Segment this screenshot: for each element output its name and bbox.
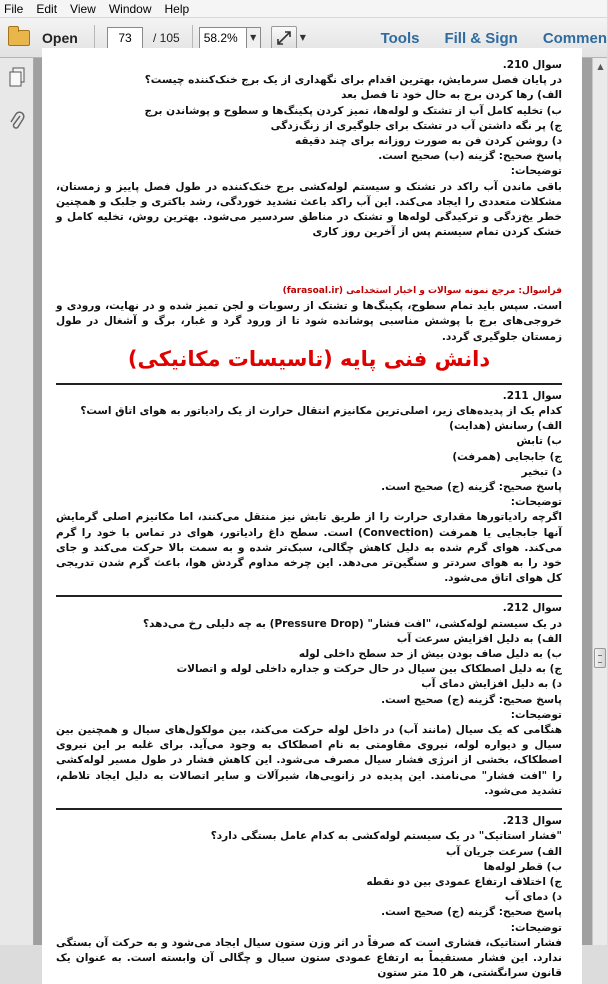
page-total: / 105	[153, 30, 180, 45]
menu-edit[interactable]: Edit	[36, 1, 58, 16]
question-title: سوال 212.	[502, 602, 562, 615]
option: الف) به دلیل افزایش سرعت آب	[396, 632, 562, 645]
explanation: باقی ماندن آب راکد در تشتک و سیستم لوله‌کشی برج خنک‌کننده در طول فصل پاییز و زمستان، مشکلات متعددی را ایجاد می‌کند. این آب راکد باعث تشدید خوردگی، رشد باکتری و جلبک و همچنین خطر یخ‌زدگی و ترکیدگی لوله‌ها و تشتک در مناطق سردسیر می‌شود. بهترین روش، تخلیه کامل و خشک کردن تمام سیستم پس از آخرین روز کاری	[56, 180, 562, 239]
expand-icon	[276, 30, 292, 46]
option: د) روشن کردن فن به صورت روزانه برای چند دقیقه	[295, 135, 562, 148]
option: الف) رها کردن برج به حال خود تا فصل بعد	[341, 89, 562, 102]
option: د) تبخیر	[521, 465, 562, 478]
explanation: هنگامی که یک سیال (مانند آب) در داخل لوله حرکت می‌کند، بین مولکول‌های سیال و همچنین بین سیال و دیواره لوله، نیروی مقاومتی به نام اصطکاک به وجود می‌آید. برای غلبه بر این نیروی اصطکاک، بخشی از انرژی فشار سیال مصرف می‌شود. این کاهش فشار در طول مسیر لوله‌کشی را "افت فشار" می‌نامند. این پدیده در زانویی‌ها، شیرآلات و سایر اتصالات به دلیل ایجاد تلاطم، تشدید می‌شود.	[56, 724, 562, 797]
attachments-button[interactable]	[6, 110, 28, 132]
fill-sign-button[interactable]: Fill & Sign	[444, 29, 518, 47]
divider	[56, 808, 562, 810]
question-title: سوال 210.	[502, 59, 562, 71]
option: ج) به دلیل اصطکاک بین سیال در حال حرکت و جداره داخلی لوله و اتصالات	[176, 663, 562, 676]
option: ب) تابش	[516, 435, 562, 448]
option: د) به دلیل افزایش دمای آب	[421, 678, 562, 691]
answer: پاسخ صحیح: گزینه (ج) صحیح است.	[381, 906, 562, 919]
divider	[56, 383, 562, 385]
option: ب) به دلیل صاف بودن بیش از حد سطح داخلی لوله	[298, 648, 562, 661]
paperclip-icon	[8, 111, 26, 131]
menu-help[interactable]: Help	[164, 1, 190, 16]
page-thumbnails-button[interactable]	[6, 66, 28, 88]
folder-icon	[8, 30, 30, 46]
answer: پاسخ صحیح: گزینه (ب) صحیح است.	[378, 150, 562, 163]
page-number-input[interactable]: 73	[107, 27, 143, 49]
explanation-label: توضیحات:	[510, 496, 562, 509]
zoom-input[interactable]: 58.2%	[199, 27, 247, 49]
question-text: در یک سیستم لوله‌کشی، "افت فشار" (Pressure Drop) به چه دلیلی رخ می‌دهد؟	[143, 617, 562, 630]
scrollbar-thumb[interactable]	[594, 648, 606, 668]
vertical-scrollbar[interactable]	[592, 58, 607, 945]
menu-bar	[0, 0, 607, 18]
explanation-label: توضیحات:	[510, 921, 562, 934]
toolbar-separator	[94, 25, 95, 51]
site-header: فراسوال: مرجع نمونه سوالات و اخبار استخدامی (farasoal.ir)	[282, 286, 562, 296]
comment-button[interactable]: Commen	[542, 29, 607, 47]
answer: پاسخ صحیح: گزینه (ج) صحیح است.	[381, 693, 562, 706]
option: الف) رسانش (هدایت)	[449, 420, 562, 433]
explanation-label: توضیحات:	[510, 165, 562, 178]
option: ب) تخلیه کامل آب از تشتک و لوله‌ها، تمیز کردن پکینگ‌ها و سطوح و پوشاندن برج	[144, 104, 562, 117]
divider	[56, 595, 562, 597]
open-button[interactable]	[8, 30, 88, 46]
question-title: سوال 213.	[502, 815, 562, 828]
fit-dropdown-icon[interactable]: ▼	[299, 33, 306, 42]
question-text: در پایان فصل سرمایش، بهترین اقدام برای نگهداری از یک برج خنک‌کننده چیست؟	[144, 74, 562, 87]
explanation: فشار استاتیک، فشاری است که صرفاً در اثر وزن ستون سیال ایجاد می‌شود و به حرکت آن بستگی ندارد. این فشار مستقیماً به ارتفاع عمودی ستون سیال و چگالی آن وابسته است. به عنوان یک قانون سرانگشتی، هر 10 متر ستون	[56, 936, 562, 980]
menu-view[interactable]: View	[70, 1, 96, 16]
option: د) دمای آب	[504, 891, 562, 904]
explanation-label: توضیحات:	[510, 708, 562, 721]
navigation-pane	[0, 58, 34, 945]
question-text: کدام یک از پدیده‌های زیر، اصلی‌ترین مکانیزم انتقال حرارت از یک رادیاتور به هوای اتاق است؟	[80, 405, 562, 418]
fit-page-button[interactable]	[271, 26, 297, 50]
tools-button[interactable]: Tools	[380, 29, 420, 47]
section-title: دانش فنی پایه (تاسیسات مکانیکی)	[127, 346, 491, 371]
option: ج) پر نگه داشتن آب در تشتک برای جلوگیری از زنگ‌زدگی	[270, 119, 562, 132]
option: ج) جابجایی (همرفت)	[452, 450, 562, 463]
option: ب) قطر لوله‌ها	[483, 860, 562, 873]
menu-window[interactable]: Window	[108, 1, 152, 16]
option: ج) اختلاف ارتفاع عمودی بین دو نقطه	[366, 875, 562, 888]
pages-icon	[8, 67, 26, 87]
answer: پاسخ صحیح: گزینه (ج) صحیح است.	[381, 481, 562, 494]
open-label: Open	[42, 29, 78, 46]
zoom-dropdown-icon[interactable]: ▼	[247, 27, 261, 49]
explanation: اگرچه رادیاتورها مقداری حرارت را از طریق تابش نیز منتقل می‌کنند، اما مکانیزم اصلی گرمایش آنها جابجایی یا همرفت (Convection) است. سطح داغ رادیاتور، هوای در تماس با خود را گرم می‌کند. هوای گرم شده به دلیل کاهش چگالی، سبک‌تر شده و به سمت بالا حرکت می‌کند و جای خود را به هوای سردتر و سنگین‌تر می‌دهد. این چرخه مداوم گردش هوا، باعث گرم شدن تدریجی کل هوای اتاق می‌شود.	[56, 511, 562, 585]
document-view[interactable]	[34, 58, 592, 980]
toolbar-separator	[192, 25, 193, 51]
explanation-continued: است. سپس باید تمام سطوح، پکینگ‌ها و تشتک از رسوبات و لجن تمیز شده و در نهایت، ورودی و خروجی‌های برج با پوشش مناسبی پوشانده شود تا از ورود گرد و غبار، برگ و آشغال در طول زمستان جلوگیری گردد.	[56, 300, 562, 343]
question-text: "فشار استاتیک" در یک سیستم لوله‌کشی به کدام عامل بستگی دارد؟	[210, 830, 562, 843]
option: الف) سرعت جریان آب	[445, 845, 562, 858]
pdf-page-73	[42, 284, 582, 984]
menu-file[interactable]: File	[4, 1, 24, 16]
question-title: سوال 211.	[502, 389, 562, 402]
scroll-up-icon[interactable]: ▲	[597, 61, 604, 71]
